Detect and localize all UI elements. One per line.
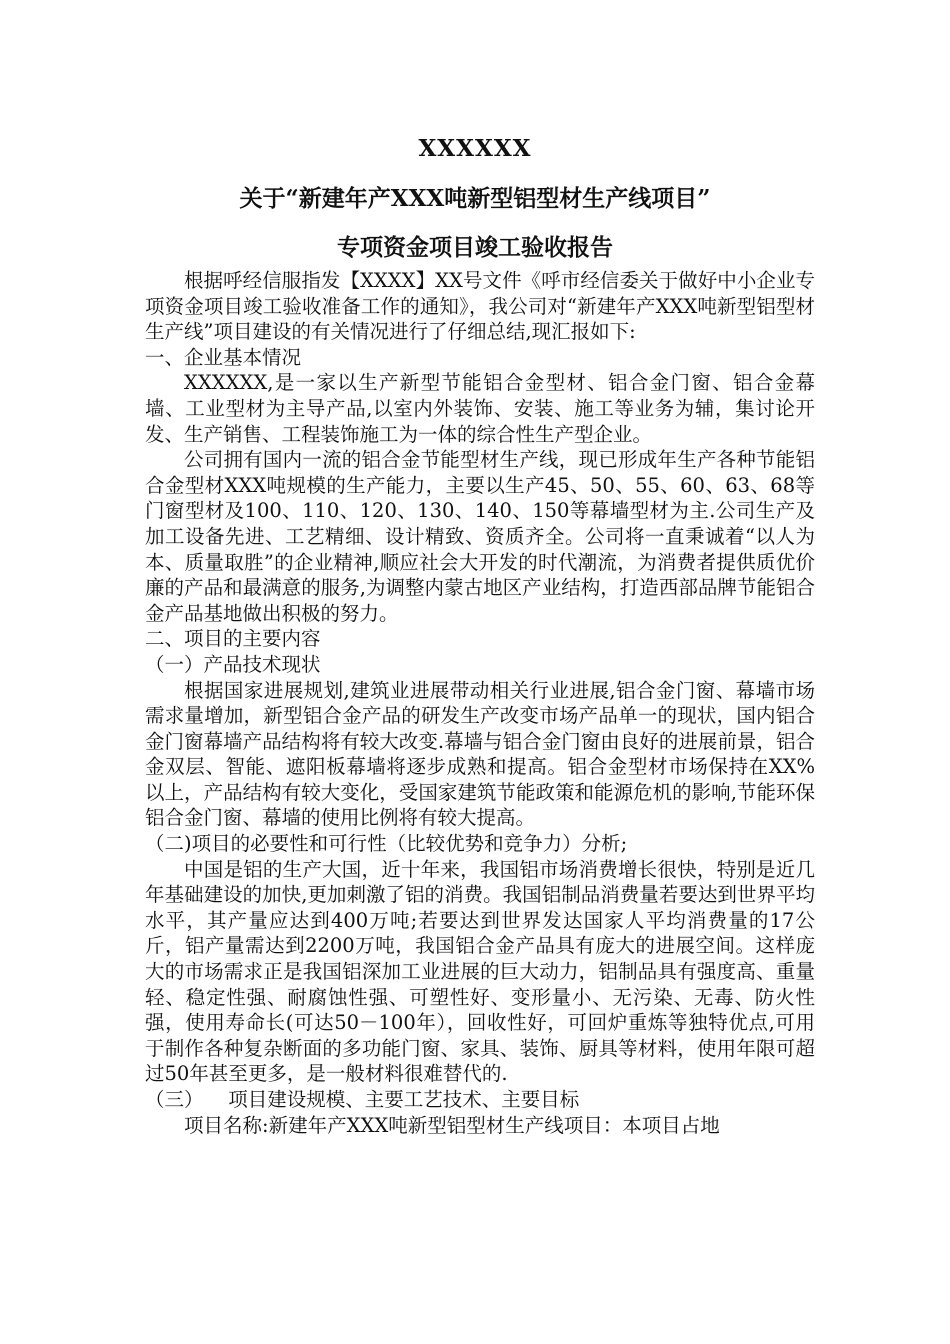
technology-status-paragraph: 根据国家进展规划,建筑业进展带动相关行业进展,铝合金门窗、幕墙市场需求量增加，新型铝合金产品的研发生产改变市场产品单一的现状，国内铝合金门窗幕墙产品结构将有较大改变.幕墙与铝合金门窗由良好的进展前景，铝合金双层、智能、遮阳板幕墙将逐步成熟和提高。铝合金型材市场保持在XX%以上，产品结构有较大变化，受国家建筑节能政策和能源危机的影响,节能环保铝合金门窗、幕墙的使用比例将有较大提高。 (145, 678, 815, 830)
section-heading-2: 二、项目的主要内容 (145, 627, 321, 651)
report-body (145, 268, 815, 1138)
feasibility-paragraph: 中国是铝的生产大国，近十年来，我国铝市场消费增长很快，特别是近几年基础建设的加快,更加刺激了铝的消费。我国铝制品消费量若要达到世界平均水平，其产量应达到400万吨;若要达到世界发达国家人平均消费量的17公斤，铝产量需达到2200万吨，我国铝合金产品具有庞大的进展空间。这样庞大的市场需求正是我国铝深加工业进展的巨大动力，铝制品具有强度高、重量轻、稳定性强、耐腐蚀性强、可塑性好、变形量小、无污染、无毒、防火性强，使用寿命长(可达50－100年），回收性好，可回炉重炼等独特优点,可用于制作各种复杂断面的多功能门窗、家具、装饰、厨具等材料，使用年限可超过50年甚至更多，是一般材料很难替代的. (145, 857, 815, 1086)
report-title-line1: 关于“新建年产XXX吨新型铝型材生产线项目” (239, 185, 711, 212)
report-title-line2: 专项资金项目竣工验收报告 (337, 234, 613, 261)
production-capacity-paragraph: 公司拥有国内一流的铝合金节能型材生产线，现已形成年生产各种节能铝合金型材XXX吨规模的生产能力，主要以生产45、50、55、60、63、68等门窗型材及100、110、120、130、140、150等幕墙型材为主.公司生产及加工设备先进、工艺精细、设计精致、资质齐全。公司将一直秉诚着“以人为本、质量取胜”的企业精神,顺应社会大开发的时代潮流，为消费者提供质优价廉的产品和最满意的服务,为调整内蒙古地区产业结构，打造西部品牌节能铝合金产品基地做出积极的努力。 (145, 448, 815, 625)
subsection-heading-1: （一）产品技术现状 (145, 652, 321, 676)
project-name-paragraph: 项目名称:新建年产XXX吨新型铝型材生产线项目：本项目占地 (184, 1113, 720, 1137)
company-name: XXXXXX (418, 135, 532, 162)
section-heading-1: 一、企业基本情况 (145, 345, 302, 369)
subsection-heading-2: （二)项目的必要性和可行性（比较优势和竞争力）分析; (145, 832, 628, 856)
intro-paragraph: 根据呼经信服指发【XXXX】XX号文件《呼市经信委关于做好中小企业专项资金项目竣工验收准备工作的通知》，我公司对“新建年产XXX吨新型铝型材生产线”项目建设的有关情况进行了仔细总结,现汇报如下: (145, 269, 815, 344)
subsection-heading-3: （三） 项目建设规模、主要工艺技术、主要目标 (145, 1088, 580, 1111)
company-profile-paragraph: XXXXXX,是一家以生产新型节能铝合金型材、铝合金门窗、铝合金幕墙、工业型材为主导产品,以室内外装饰、安装、施工等业务为辅，集讨论开发、生产销售、工程装饰施工为一体的综合性生产型企业。 (145, 371, 815, 446)
